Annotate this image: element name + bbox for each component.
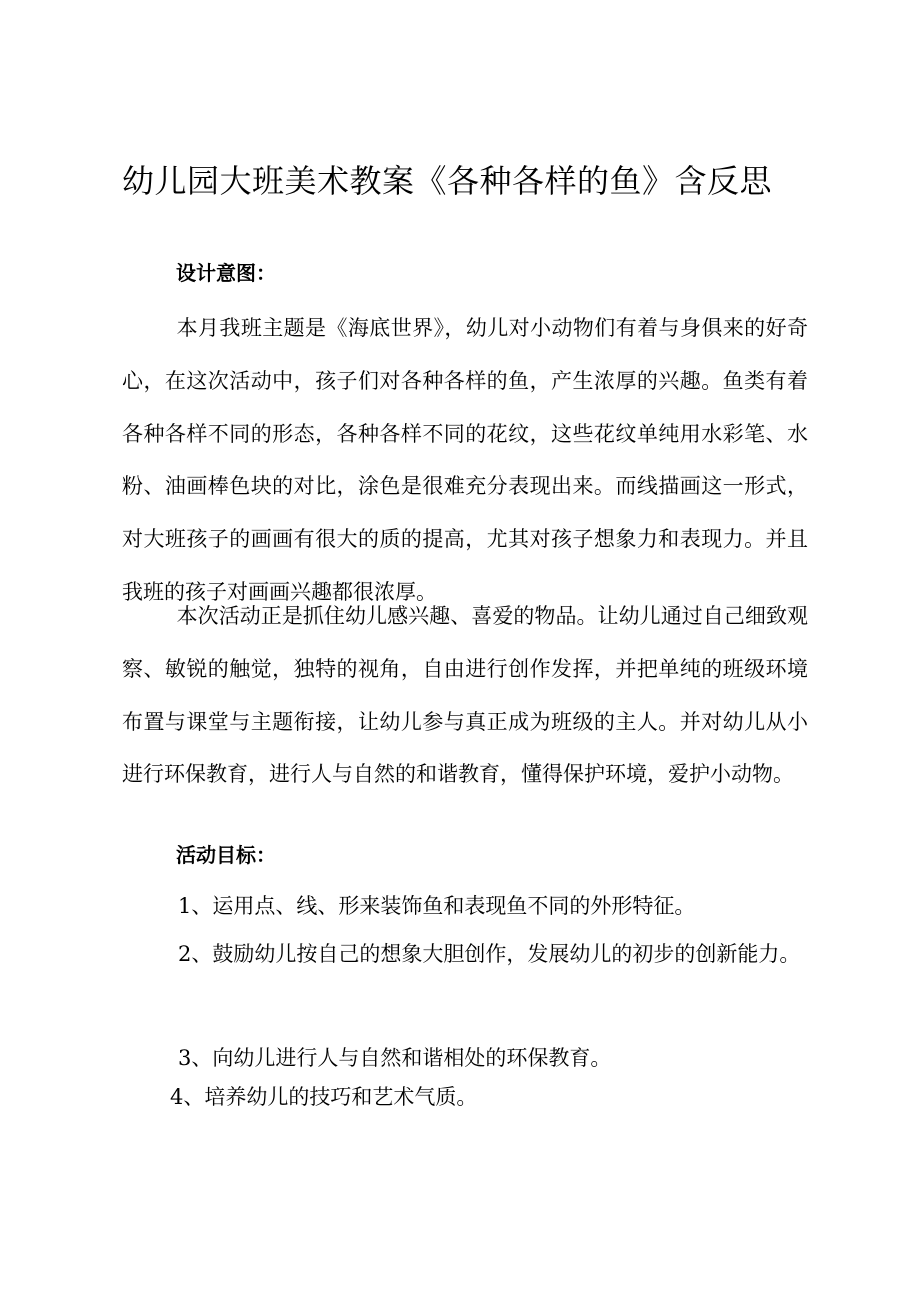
goal-item-1: 1、运用点、线、形来装饰鱼和表现鱼不同的外形特征。 xyxy=(178,894,696,918)
design-intent-paragraph-2: 本次活动正是抓住幼儿感兴趣、喜爱的物品。让幼儿通过自己细致观察、敏锐的触觉，独特的视角，自由进行创作发挥，并把单纯的班级环境布置与课堂与主题衔接，让幼儿参与真正成为班级的主人。并对幼儿从小进行环保教育，进行人与自然的和谐教育，懂得保护环境，爱护小动物。 xyxy=(122,604,808,787)
goals-heading: 活动目标： xyxy=(176,843,276,867)
goal-item-2: 2、鼓励幼儿按自己的想象大胆创作，发展幼儿的初步的创新能力。 xyxy=(178,942,801,966)
goal-item-4: 4、培养幼儿的技巧和艺术气质。 xyxy=(170,1085,478,1109)
goal-item-3: 3、向幼儿进行人与自然和谐相处的环保教育。 xyxy=(178,1046,612,1070)
document-title: 幼儿园大班美术教案《各种各样的鱼》含反思 xyxy=(122,162,773,200)
design-intent-heading: 设计意图： xyxy=(176,261,276,285)
design-intent-paragraph-1: 本月我班主题是《海底世界》，幼儿对小动物们有着与身俱来的好奇心，在这次活动中，孩子们对各种各样的鱼，产生浓厚的兴趣。鱼类有着各种各样不同的形态，各种各样不同的花纹，这些花纹单纯用水彩笔、水粉、油画棒色块的对比，涂色是很难充分表现出来。而线描画这一形式，对大班孩子的画画有很大的质的提高，尤其对孩子想象力和表现力。并且我班的孩子对画画兴趣都很浓厚。 xyxy=(122,316,808,604)
